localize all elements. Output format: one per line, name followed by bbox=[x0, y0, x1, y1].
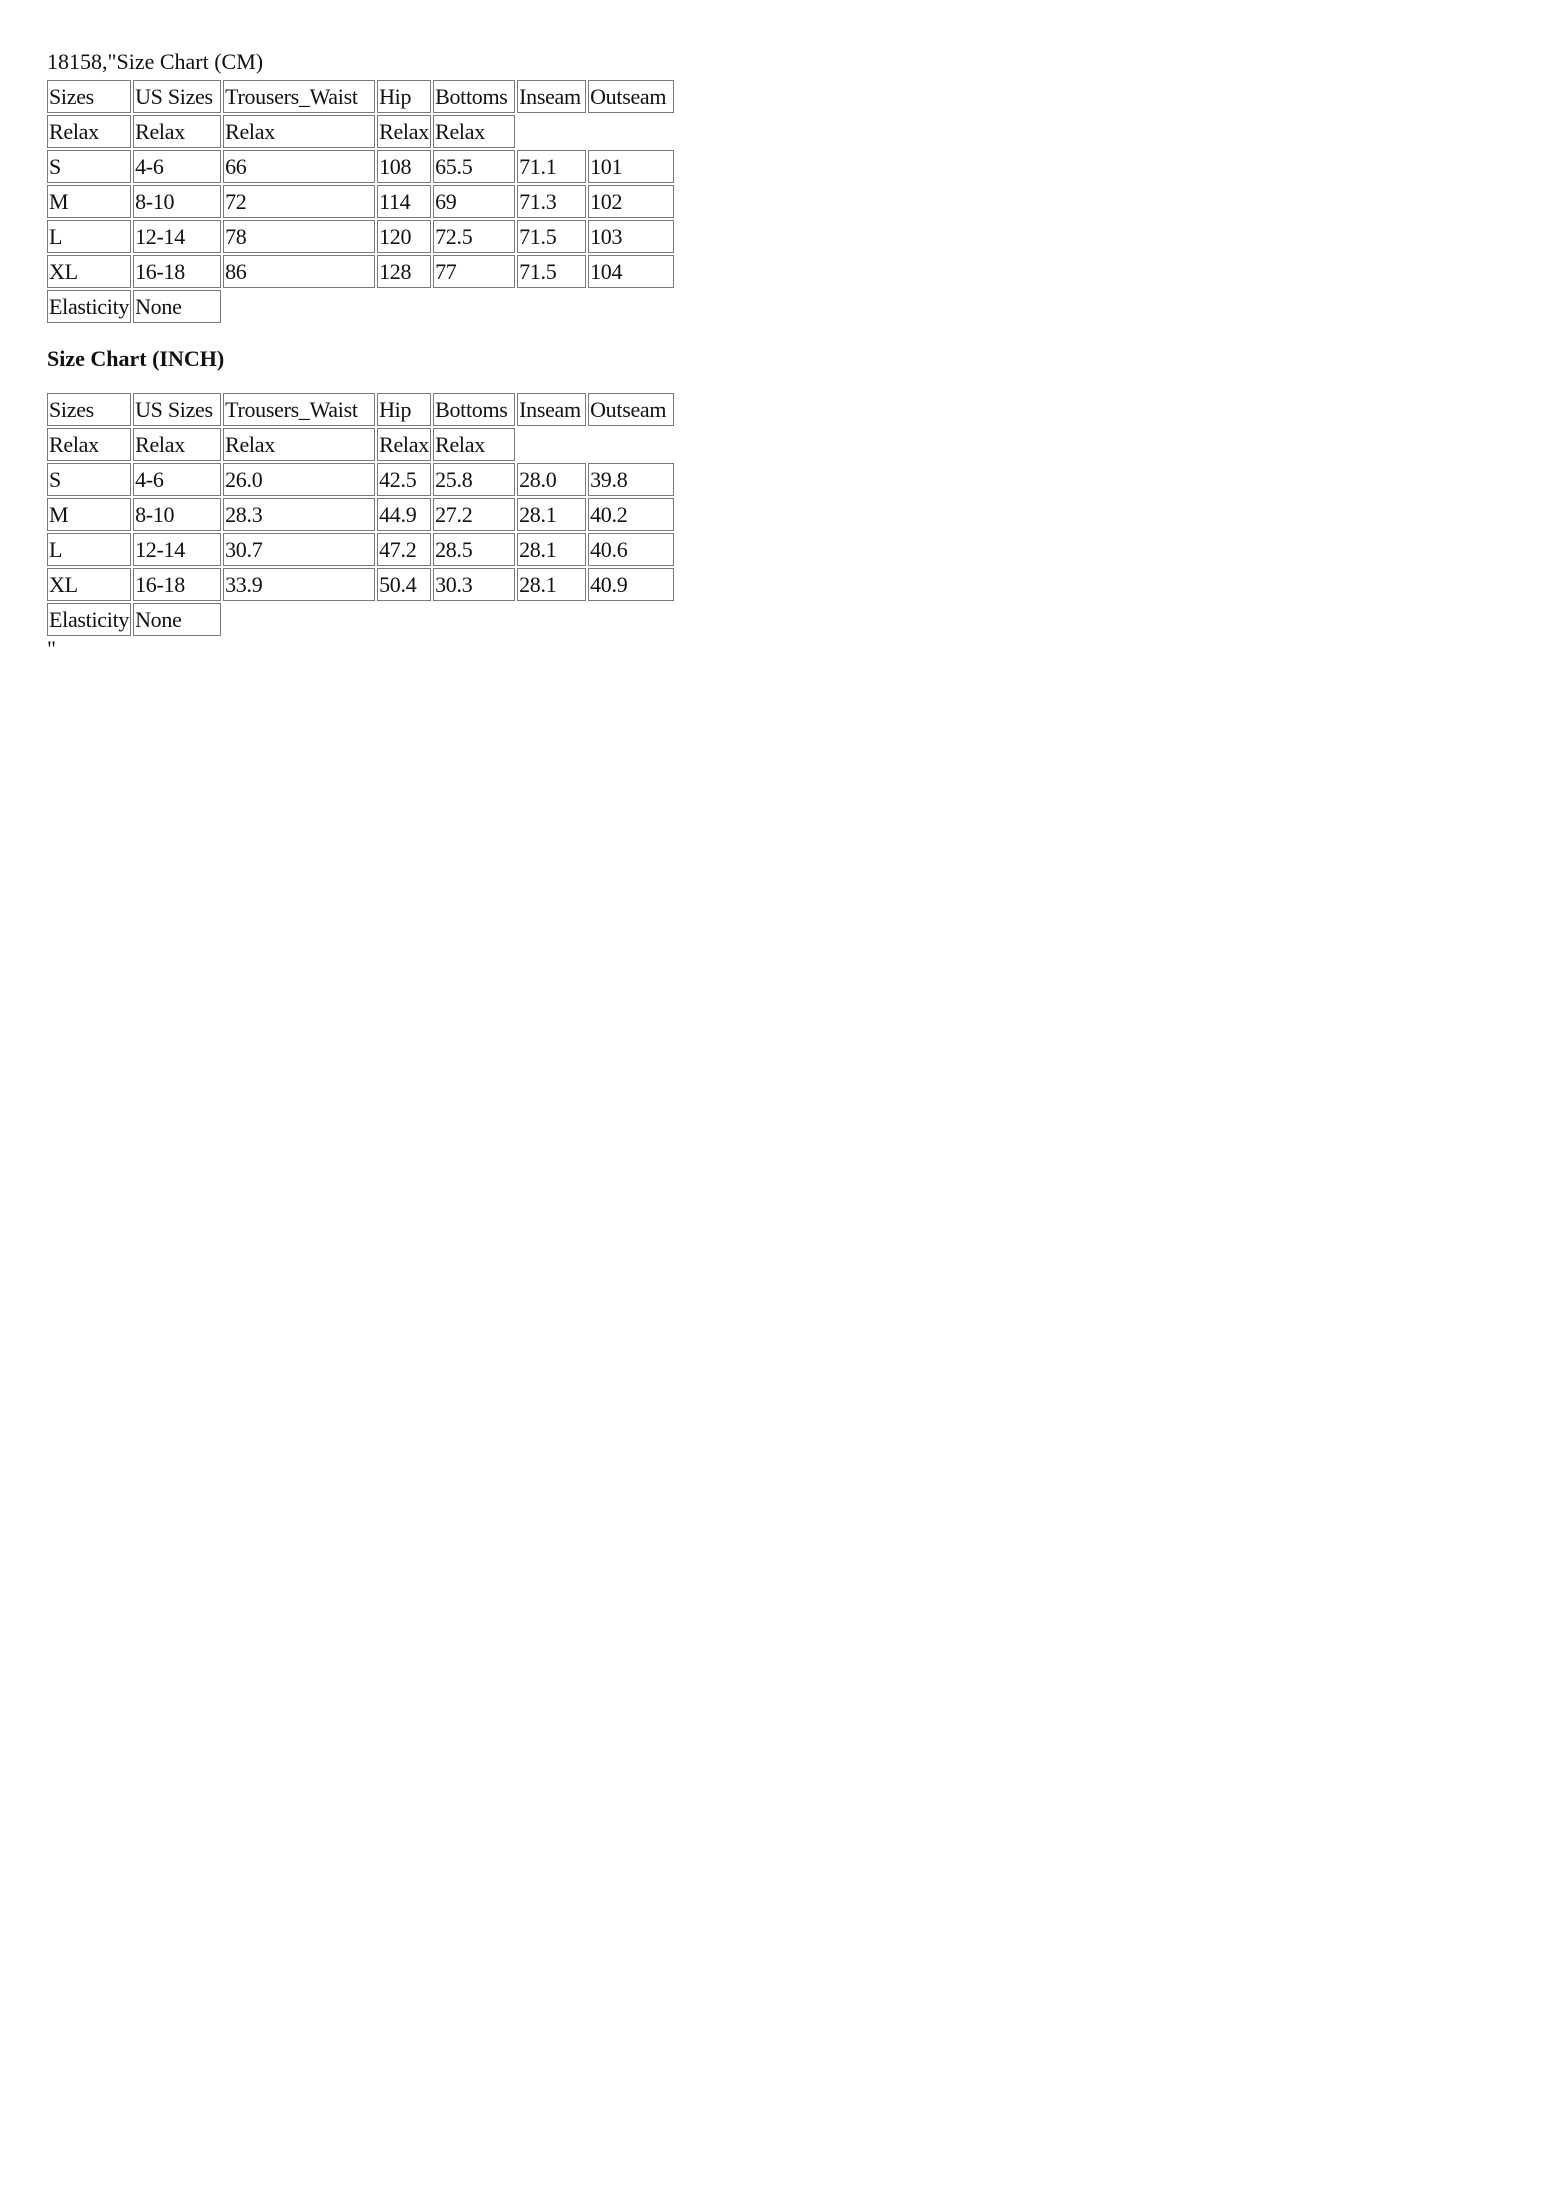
table-cell: 120 bbox=[377, 220, 431, 253]
table-cell: Relax bbox=[133, 115, 221, 148]
column-header: Inseam bbox=[517, 393, 586, 426]
table-cell: 25.8 bbox=[433, 463, 515, 496]
table-cell: 8-10 bbox=[133, 185, 221, 218]
table-cell: L bbox=[47, 533, 131, 566]
empty-cell bbox=[588, 603, 674, 636]
relax-row bbox=[47, 428, 674, 461]
table-cell: 28.1 bbox=[517, 568, 586, 601]
table-cell: XL bbox=[47, 255, 131, 288]
table-cell: 69 bbox=[433, 185, 515, 218]
empty-cell bbox=[433, 290, 515, 323]
table-cell: Elasticity bbox=[47, 603, 131, 636]
empty-cell bbox=[517, 603, 586, 636]
table-cell: 108 bbox=[377, 150, 431, 183]
table-cell: 30.7 bbox=[223, 533, 375, 566]
document-page bbox=[47, 46, 676, 660]
table-cell: 16-18 bbox=[133, 568, 221, 601]
column-header: Bottoms bbox=[433, 393, 515, 426]
table-row bbox=[47, 568, 674, 601]
table-cell: Relax bbox=[223, 428, 375, 461]
table-cell: 86 bbox=[223, 255, 375, 288]
table-cell: Relax bbox=[223, 115, 375, 148]
table-cell: Elasticity bbox=[47, 290, 131, 323]
empty-cell bbox=[517, 428, 586, 461]
table-row bbox=[47, 498, 674, 531]
column-header: Outseam bbox=[588, 393, 674, 426]
table-cell: 66 bbox=[223, 150, 375, 183]
cm-chart-heading: 18158,"Size Chart (CM) bbox=[47, 49, 264, 74]
table-row bbox=[47, 533, 674, 566]
table-cell: 40.9 bbox=[588, 568, 674, 601]
table-cell: 102 bbox=[588, 185, 674, 218]
table-cell: 12-14 bbox=[133, 220, 221, 253]
table-cell: 28.3 bbox=[223, 498, 375, 531]
table-cell: M bbox=[47, 498, 131, 531]
empty-cell bbox=[588, 115, 674, 148]
column-header: Hip bbox=[377, 80, 431, 113]
inch-chart-title: Size Chart (INCH) bbox=[47, 346, 225, 371]
inch-size-table bbox=[45, 391, 676, 638]
table-row bbox=[47, 220, 674, 253]
table-cell: 28.1 bbox=[517, 533, 586, 566]
column-header: US Sizes bbox=[133, 393, 221, 426]
table-cell: 128 bbox=[377, 255, 431, 288]
column-header: Inseam bbox=[517, 80, 586, 113]
table-cell: 30.3 bbox=[433, 568, 515, 601]
table-cell: Relax bbox=[377, 115, 431, 148]
empty-cell bbox=[223, 290, 375, 323]
column-header: Trousers_Waist bbox=[223, 80, 375, 113]
table-cell: 71.5 bbox=[517, 220, 586, 253]
table-cell: 44.9 bbox=[377, 498, 431, 531]
empty-cell bbox=[517, 290, 586, 323]
table-cell: 71.1 bbox=[517, 150, 586, 183]
table-cell: Relax bbox=[47, 428, 131, 461]
table-cell: 27.2 bbox=[433, 498, 515, 531]
column-header: Sizes bbox=[47, 80, 131, 113]
table-cell: 77 bbox=[433, 255, 515, 288]
empty-cell bbox=[588, 290, 674, 323]
empty-cell bbox=[588, 428, 674, 461]
column-header: Outseam bbox=[588, 80, 674, 113]
table-cell: 42.5 bbox=[377, 463, 431, 496]
table-cell: None bbox=[133, 290, 221, 323]
table-row bbox=[47, 185, 674, 218]
elasticity-row bbox=[47, 603, 674, 636]
table-cell: 101 bbox=[588, 150, 674, 183]
table-cell: Relax bbox=[133, 428, 221, 461]
table-cell: 4-6 bbox=[133, 150, 221, 183]
table-cell: 26.0 bbox=[223, 463, 375, 496]
table-header-row bbox=[47, 80, 674, 113]
table-cell: L bbox=[47, 220, 131, 253]
table-cell: 65.5 bbox=[433, 150, 515, 183]
column-header: Sizes bbox=[47, 393, 131, 426]
table-row bbox=[47, 150, 674, 183]
empty-cell bbox=[377, 603, 431, 636]
table-cell: 114 bbox=[377, 185, 431, 218]
table-cell: 71.5 bbox=[517, 255, 586, 288]
table-cell: Relax bbox=[377, 428, 431, 461]
empty-cell bbox=[377, 290, 431, 323]
table-row bbox=[47, 463, 674, 496]
table-cell: 8-10 bbox=[133, 498, 221, 531]
table-cell: Relax bbox=[433, 428, 515, 461]
elasticity-row bbox=[47, 290, 674, 323]
table-cell: 28.0 bbox=[517, 463, 586, 496]
table-cell: S bbox=[47, 463, 131, 496]
table-cell: Relax bbox=[433, 115, 515, 148]
table-cell: 4-6 bbox=[133, 463, 221, 496]
empty-cell bbox=[433, 603, 515, 636]
table-cell: 40.2 bbox=[588, 498, 674, 531]
table-cell: 12-14 bbox=[133, 533, 221, 566]
table-cell: 72 bbox=[223, 185, 375, 218]
column-header: Hip bbox=[377, 393, 431, 426]
table-cell: None bbox=[133, 603, 221, 636]
cm-size-table bbox=[45, 78, 676, 325]
table-header-row bbox=[47, 393, 674, 426]
table-cell: S bbox=[47, 150, 131, 183]
table-cell: XL bbox=[47, 568, 131, 601]
table-cell: 40.6 bbox=[588, 533, 674, 566]
table-row bbox=[47, 255, 674, 288]
table-cell: 78 bbox=[223, 220, 375, 253]
table-cell: 72.5 bbox=[433, 220, 515, 253]
empty-cell bbox=[223, 603, 375, 636]
table-cell: 104 bbox=[588, 255, 674, 288]
table-cell: 47.2 bbox=[377, 533, 431, 566]
table-cell: 16-18 bbox=[133, 255, 221, 288]
relax-row bbox=[47, 115, 674, 148]
table-cell: 39.8 bbox=[588, 463, 674, 496]
table-cell: 33.9 bbox=[223, 568, 375, 601]
column-header: Trousers_Waist bbox=[223, 393, 375, 426]
table-cell: 50.4 bbox=[377, 568, 431, 601]
table-cell: 28.1 bbox=[517, 498, 586, 531]
table-cell: 28.5 bbox=[433, 533, 515, 566]
table-cell: Relax bbox=[47, 115, 131, 148]
table-cell: 103 bbox=[588, 220, 674, 253]
column-header: US Sizes bbox=[133, 80, 221, 113]
column-header: Bottoms bbox=[433, 80, 515, 113]
empty-cell bbox=[517, 115, 586, 148]
closing-quote: " bbox=[47, 636, 56, 661]
table-cell: 71.3 bbox=[517, 185, 586, 218]
table-cell: M bbox=[47, 185, 131, 218]
